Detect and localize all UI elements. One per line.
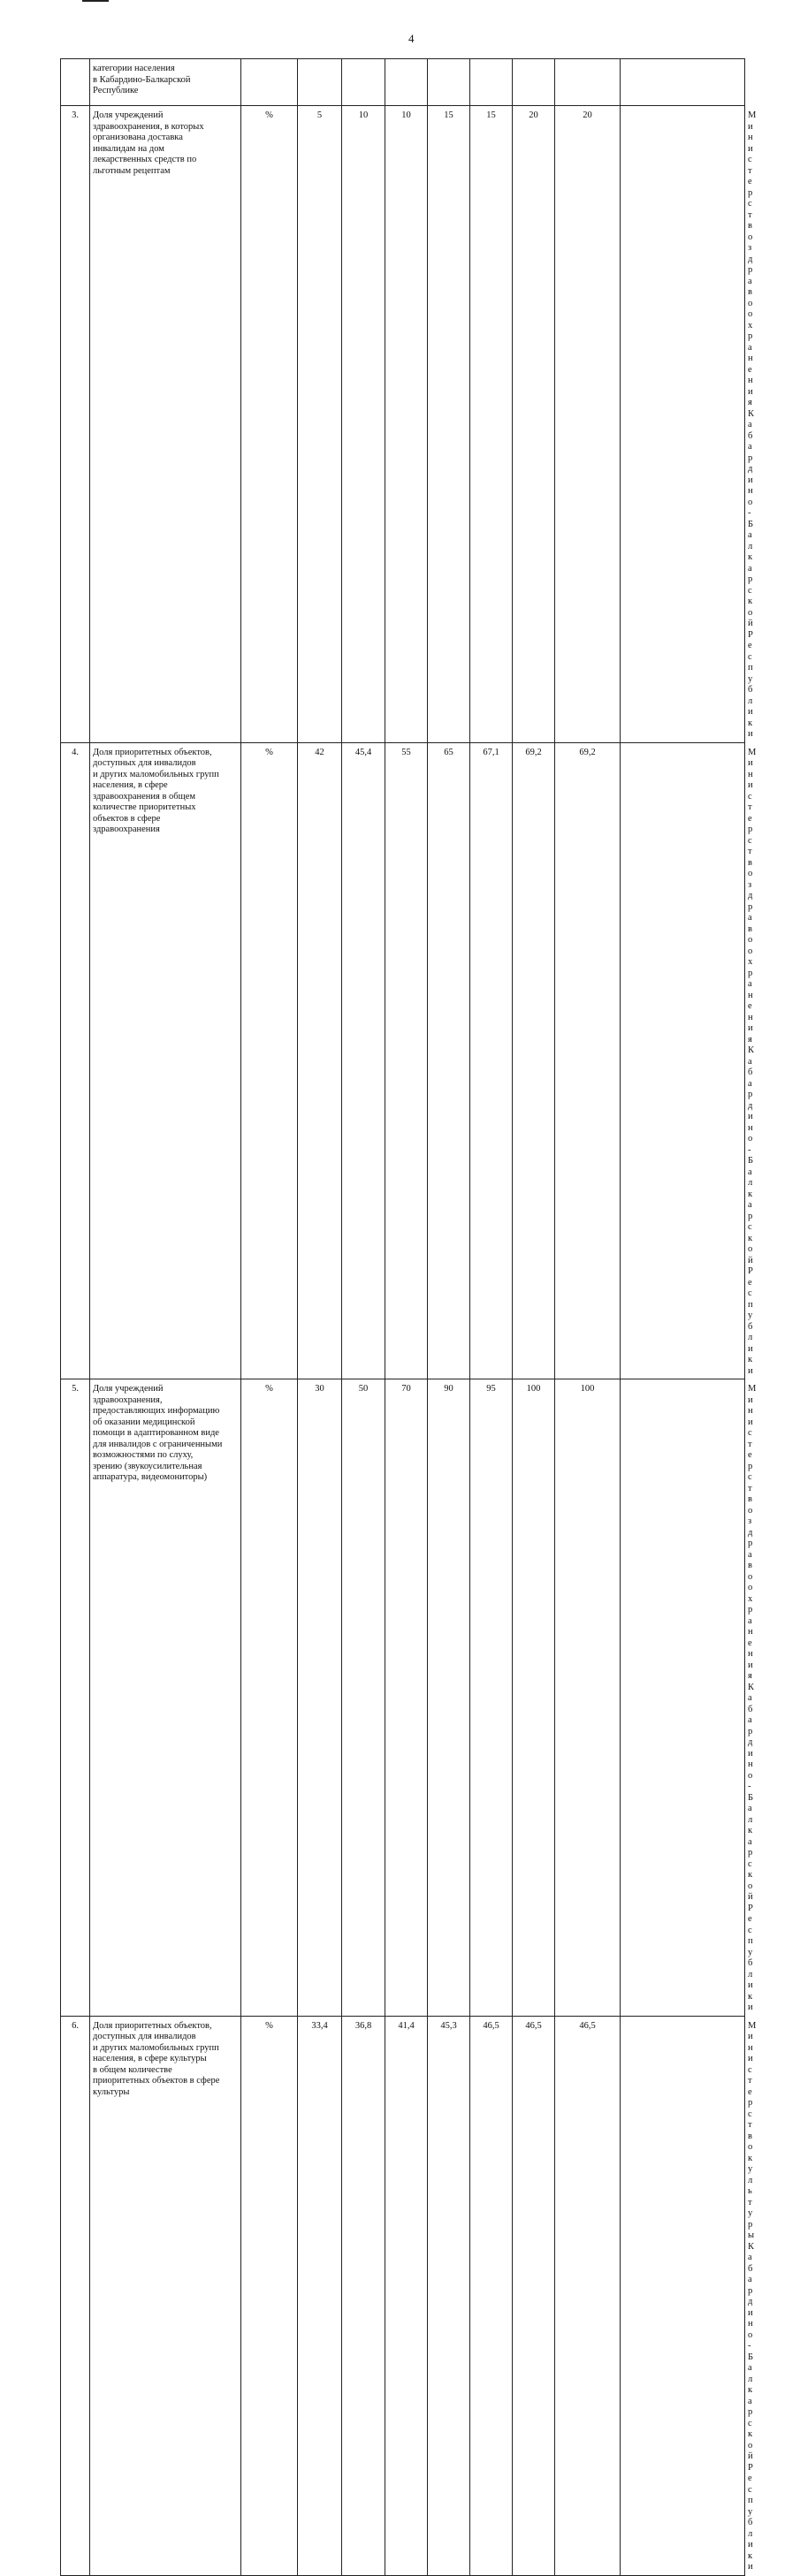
value-cell-1-text: 5 [316, 110, 323, 120]
value-cell-1 [298, 2016, 342, 2575]
unit-cell-text: % [265, 2020, 273, 2031]
value-cell-6 [513, 2016, 555, 2575]
empty-cell [621, 2016, 745, 2575]
value-cell-5 [470, 742, 513, 1379]
unit-cell [241, 59, 298, 106]
empty-cell [621, 59, 745, 106]
value-cell-2-text: 10 [358, 110, 369, 120]
value-cell-1 [298, 1379, 342, 2017]
value-cell-6-text: 100 [526, 1384, 541, 1394]
value-cell-4-text: 15 [444, 110, 453, 120]
value-cell-3 [385, 1379, 428, 2017]
table-row [61, 59, 745, 106]
value-cell-2 [342, 59, 385, 106]
page-number: 4 [408, 32, 415, 45]
row-number-cell [61, 742, 90, 1379]
indicator-description-cell-text: Доля приоритетных объектов, доступных для инвалидов и других маломобильных групп населения, в сфере здравоохранения в общем количестве приоритетных объектов в сфере здравоохранения [93, 747, 219, 834]
value-cell-5-text: 15 [486, 110, 496, 120]
empty-cell [621, 1379, 745, 2017]
value-cell-3 [385, 59, 428, 106]
indicator-description-cell [90, 2016, 241, 2575]
value-cell-3 [385, 106, 428, 743]
value-cell-6 [513, 742, 555, 1379]
indicator-description-cell [90, 59, 241, 106]
value-cell-5-text: 67,1 [483, 747, 499, 757]
value-cell-2-text: 45,4 [354, 747, 372, 757]
value-cell-2-text: 36,8 [354, 2020, 372, 2031]
value-cell-7-text: 69,2 [579, 747, 596, 757]
row-number-cell-text: 5. [72, 1384, 79, 1394]
table-row [61, 1379, 745, 2017]
value-cell-3-text: 70 [401, 1384, 411, 1394]
row-number-cell [61, 59, 90, 106]
empty-cell [621, 106, 745, 743]
value-cell-4-text: 90 [444, 1384, 453, 1394]
indicator-description-cell [90, 742, 241, 1379]
value-cell-2 [342, 2016, 385, 2575]
empty-cell [621, 742, 745, 1379]
unit-cell-text: % [265, 747, 273, 757]
value-cell-7-text: 20 [583, 110, 592, 120]
value-cell-1-text: 42 [315, 747, 324, 757]
value-cell-5 [470, 106, 513, 743]
value-cell-6-text: 69,2 [525, 747, 542, 757]
responsible-org-cell-text: Министерство здравоохранения Кабардино-Балкарской Республики [748, 1384, 757, 2012]
responsible-org-cell-text: Министерство здравоохранения Кабардино-Балкарской Республики [748, 747, 757, 1376]
value-cell-2 [342, 742, 385, 1379]
indicator-description-cell-text: Доля приоритетных объектов, доступных для инвалидов и других маломобильных групп населения, в сфере культуры в общем количестве приоритетных объектов в сфере культуры [93, 2020, 220, 2097]
value-cell-6 [513, 106, 555, 743]
value-cell-7 [555, 106, 621, 743]
value-cell-3 [385, 2016, 428, 2575]
value-cell-4-text: 65 [444, 747, 453, 757]
value-cell-6-text: 20 [529, 110, 538, 120]
value-cell-6-text: 46,5 [525, 2020, 542, 2031]
indicator-description-cell [90, 1379, 241, 2017]
value-cell-1 [298, 59, 342, 106]
unit-cell [241, 742, 298, 1379]
value-cell-3-text: 55 [401, 747, 411, 757]
value-cell-6 [513, 59, 555, 106]
indicators-table [60, 58, 757, 2576]
row-number-cell [61, 106, 90, 743]
row-number-cell-text: 4. [72, 747, 79, 757]
unit-cell-text: % [265, 110, 273, 120]
table-row [61, 742, 745, 1379]
value-cell-7-text: 46,5 [579, 2020, 596, 2031]
value-cell-1-text: 30 [315, 1384, 324, 1394]
unit-cell [241, 106, 298, 743]
value-cell-4 [428, 59, 470, 106]
value-cell-4 [428, 742, 470, 1379]
table-row [61, 2016, 745, 2575]
value-cell-6 [513, 1379, 555, 2017]
value-cell-3 [385, 742, 428, 1379]
value-cell-7 [555, 742, 621, 1379]
unit-cell [241, 1379, 298, 2017]
value-cell-3-text: 10 [401, 110, 411, 120]
row-number-cell [61, 2016, 90, 2575]
unit-cell [241, 2016, 298, 2575]
row-number-cell-text: 3. [72, 110, 79, 120]
value-cell-5 [470, 59, 513, 106]
responsible-org-cell-text: Министерство здравоохранения Кабардино-Балкарской Республики [748, 110, 757, 739]
value-cell-5 [470, 1379, 513, 2017]
value-cell-3-text: 41,4 [398, 2020, 415, 2031]
indicator-description-cell [90, 106, 241, 743]
value-cell-7 [555, 2016, 621, 2575]
indicator-description-cell-text: категории населения в Кабардино-Балкарской Республике [93, 64, 191, 95]
top-edge-mark [82, 0, 109, 2]
table-row [61, 106, 745, 743]
value-cell-4 [428, 2016, 470, 2575]
responsible-org-cell-text: Министерство культуры Кабардино-Балкарской Республики [748, 2020, 757, 2572]
value-cell-2-text: 50 [358, 1384, 369, 1394]
row-number-cell-text: 6. [72, 2020, 79, 2031]
value-cell-1 [298, 106, 342, 743]
value-cell-1 [298, 742, 342, 1379]
value-cell-4 [428, 1379, 470, 2017]
value-cell-1-text: 33,4 [311, 2020, 328, 2031]
value-cell-4-text: 45,3 [440, 2020, 457, 2031]
value-cell-7-text: 100 [580, 1384, 595, 1394]
value-cell-7 [555, 1379, 621, 2017]
indicator-description-cell-text: Доля учреждений здравоохранения, в которых организована доставка инвалидам на дом лекарственных средств по льготным рецептам [93, 110, 204, 176]
indicator-description-cell-text: Доля учреждений здравоохранения, предоставляющих информацию об оказании медицинской помощи в адаптированном виде для инвалидов с ограниченными возможностями по слуху, зрению (звукоусилительная аппаратура, видеомониторы) [93, 1384, 223, 1482]
value-cell-2 [342, 106, 385, 743]
row-number-cell [61, 1379, 90, 2017]
value-cell-7 [555, 59, 621, 106]
value-cell-4 [428, 106, 470, 743]
unit-cell-text: % [265, 1384, 273, 1394]
value-cell-5 [470, 2016, 513, 2575]
value-cell-2 [342, 1379, 385, 2017]
value-cell-5-text: 46,5 [483, 2020, 499, 2031]
value-cell-5-text: 95 [486, 1384, 496, 1394]
